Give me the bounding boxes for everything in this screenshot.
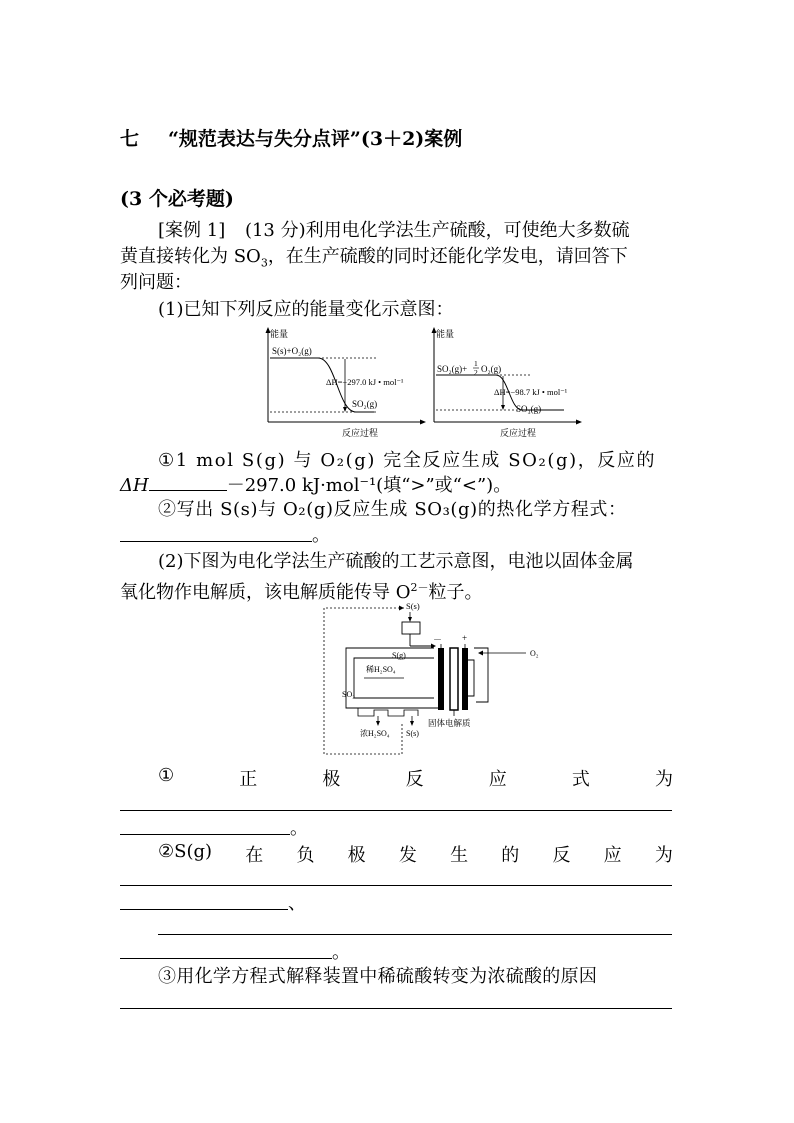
label-sg: S(g)	[392, 651, 406, 660]
label-o2: O₂	[530, 649, 539, 658]
energy-diagram-1	[258, 326, 428, 441]
q2-sub2-c0: ②S(g)	[158, 841, 213, 862]
right-chamber	[474, 648, 488, 702]
q2-stem-text2c: 粒子。	[428, 582, 483, 603]
d2-frac-num: 1	[474, 359, 478, 368]
o2-arrow	[478, 651, 483, 656]
q1-blank-1[interactable]	[149, 472, 227, 491]
feed-arrow	[408, 617, 412, 622]
d2-top-label-b: O₂(g)	[481, 364, 502, 374]
case-intro-text2a: 黄直接转化为 SO	[120, 246, 261, 267]
d2-bottom-label: SO₃(g)	[516, 404, 542, 414]
label-electrolyte: 固体电解质	[428, 718, 471, 728]
d1-bottom-label: SO₂(g)	[352, 399, 378, 409]
outlet-conc-arrow	[376, 721, 380, 726]
label-plus: +	[462, 633, 468, 643]
case-intro-line2	[120, 245, 628, 276]
q2-sub2-c5: 生	[450, 845, 469, 866]
section-title: “规范表达与失分点评”(3＋2)案例	[168, 128, 463, 150]
label-ss-top: S(s)	[406, 601, 420, 611]
d1-top-label: S(s)+O₂(g)	[272, 346, 312, 356]
q2-sub1-line	[158, 765, 673, 791]
d2-xlabel: 反应过程	[500, 428, 537, 438]
q2-stem-line1: (2)下图为电化学法生产硫酸的工艺示意图，电池以固体金属	[158, 551, 634, 572]
q2-sub1-c1: 正	[239, 769, 258, 790]
recycle-arrow	[399, 606, 404, 611]
q2-sub3-line: ③用化学方程式解释装置中稀硫酸转变为浓硫酸的原因	[158, 966, 598, 987]
d2-frac-den: 2	[474, 368, 478, 377]
case-intro-line1	[158, 219, 630, 243]
label-ss-bottom: S(s)	[406, 729, 419, 738]
case-label: [案例 1]	[158, 220, 226, 241]
d2-dh-arrowhead	[501, 405, 505, 410]
q2-sub2-c7: 反	[552, 845, 571, 866]
case-score: (13 分)	[244, 220, 306, 241]
electrode-positive	[462, 648, 468, 710]
d1-ylabel: 能量	[270, 329, 289, 339]
q2-sub2-c9: 为	[654, 845, 673, 866]
q2-sub2-c1: 在	[245, 845, 264, 866]
right-exhaust	[468, 660, 474, 696]
energy-diagram-2	[424, 326, 584, 441]
q2-sub1-c6: 为	[654, 769, 673, 790]
q2-sub1-c5: 式	[571, 769, 590, 790]
d1-dh-arrowhead	[343, 407, 347, 412]
q1-sub1-text: ①1 mol S(g) 与 O₂(g) 完全反应生成 SO₂(g)，反应的	[158, 450, 657, 471]
electrode-negative	[438, 648, 444, 710]
q1-sub1-line1	[158, 446, 671, 472]
q2-sub1-c3: 反	[405, 769, 424, 790]
electrolyte-plate	[450, 648, 458, 710]
d2-top-label-a: SO₂(g)+	[437, 364, 468, 374]
q2-blank-2d[interactable]	[120, 958, 332, 959]
outlet-s-arrow	[410, 721, 414, 726]
q1-sub2-end: 。	[312, 525, 330, 546]
apparatus-diagram	[318, 598, 550, 758]
q2-sub2-c8: 应	[603, 845, 622, 866]
q2-sub2-comma: 、	[288, 893, 306, 914]
q1-sub1-rest: －297.0 kJ·mol⁻¹(填“>”或“<”)。	[226, 475, 512, 496]
d2-dh-label: ΔH=−98.7 kJ • mol⁻¹	[494, 387, 568, 397]
q2-sub1-c4: 应	[488, 769, 507, 790]
q2-blank-1b[interactable]	[120, 834, 290, 835]
q2-stem-sup: 2－	[410, 581, 429, 594]
q2-sub2-c4: 发	[398, 845, 417, 866]
d2-ylabel: 能量	[436, 329, 455, 339]
label-conc-h2so4: 浓H₂SO₄	[360, 729, 390, 738]
bottom-pipes	[358, 708, 418, 716]
q2-blank-2a[interactable]	[120, 885, 672, 886]
case-intro-text2c: ，在生产硫酸的同时还能化学发电，请回答下	[267, 246, 628, 267]
q2-blank-1a[interactable]	[120, 810, 672, 811]
q1-sub1-line2	[120, 472, 511, 498]
q2-blank-2b[interactable]	[120, 909, 288, 910]
q2-sub2-end: 。	[332, 942, 350, 963]
q2-stem-text2a: 氧化物作电解质，该电解质能传导 O	[120, 582, 411, 603]
d2-x-arrow	[576, 420, 582, 425]
section-number: 七	[120, 128, 140, 150]
vaporizer-box	[402, 622, 420, 634]
case-intro-line3: 列问题：	[120, 272, 192, 293]
label-so2: SO₂	[342, 690, 356, 699]
d1-xlabel: 反应过程	[342, 428, 379, 438]
delta-h: ΔH	[120, 475, 149, 496]
label-minus: －	[433, 635, 443, 645]
q2-sub1-c2: 极	[322, 769, 341, 790]
d1-dh-label: ΔH=−297.0 kJ • mol⁻¹	[326, 377, 404, 387]
q1-blank-2[interactable]	[120, 541, 312, 542]
q1-stem: (1)已知下列反应的能量变化示意图：	[158, 299, 454, 320]
subheading: (3 个必考题)	[120, 188, 234, 210]
q2-blank-2c[interactable]	[158, 934, 672, 935]
label-dilute-h2so4: 稀H₂SO₄	[366, 665, 396, 674]
case-intro-sub: 3	[260, 256, 268, 270]
q2-sub2-c3: 极	[347, 845, 366, 866]
case-intro-text1: 利用电化学法生产硫酸，可使绝大多数硫	[305, 220, 630, 241]
q1-sub2-line1: ②写出 S(s)与 O₂(g)反应生成 SO₃(g)的热化学方程式：	[158, 499, 627, 520]
q2-sub1-end: 。	[290, 818, 308, 839]
q2-sub2-line	[158, 841, 673, 867]
q2-sub2-c6: 的	[501, 845, 520, 866]
q2-sub2-c2: 负	[296, 845, 315, 866]
q2-sub1-c0: ①	[158, 765, 175, 786]
q2-blank-3a[interactable]	[120, 1008, 672, 1009]
